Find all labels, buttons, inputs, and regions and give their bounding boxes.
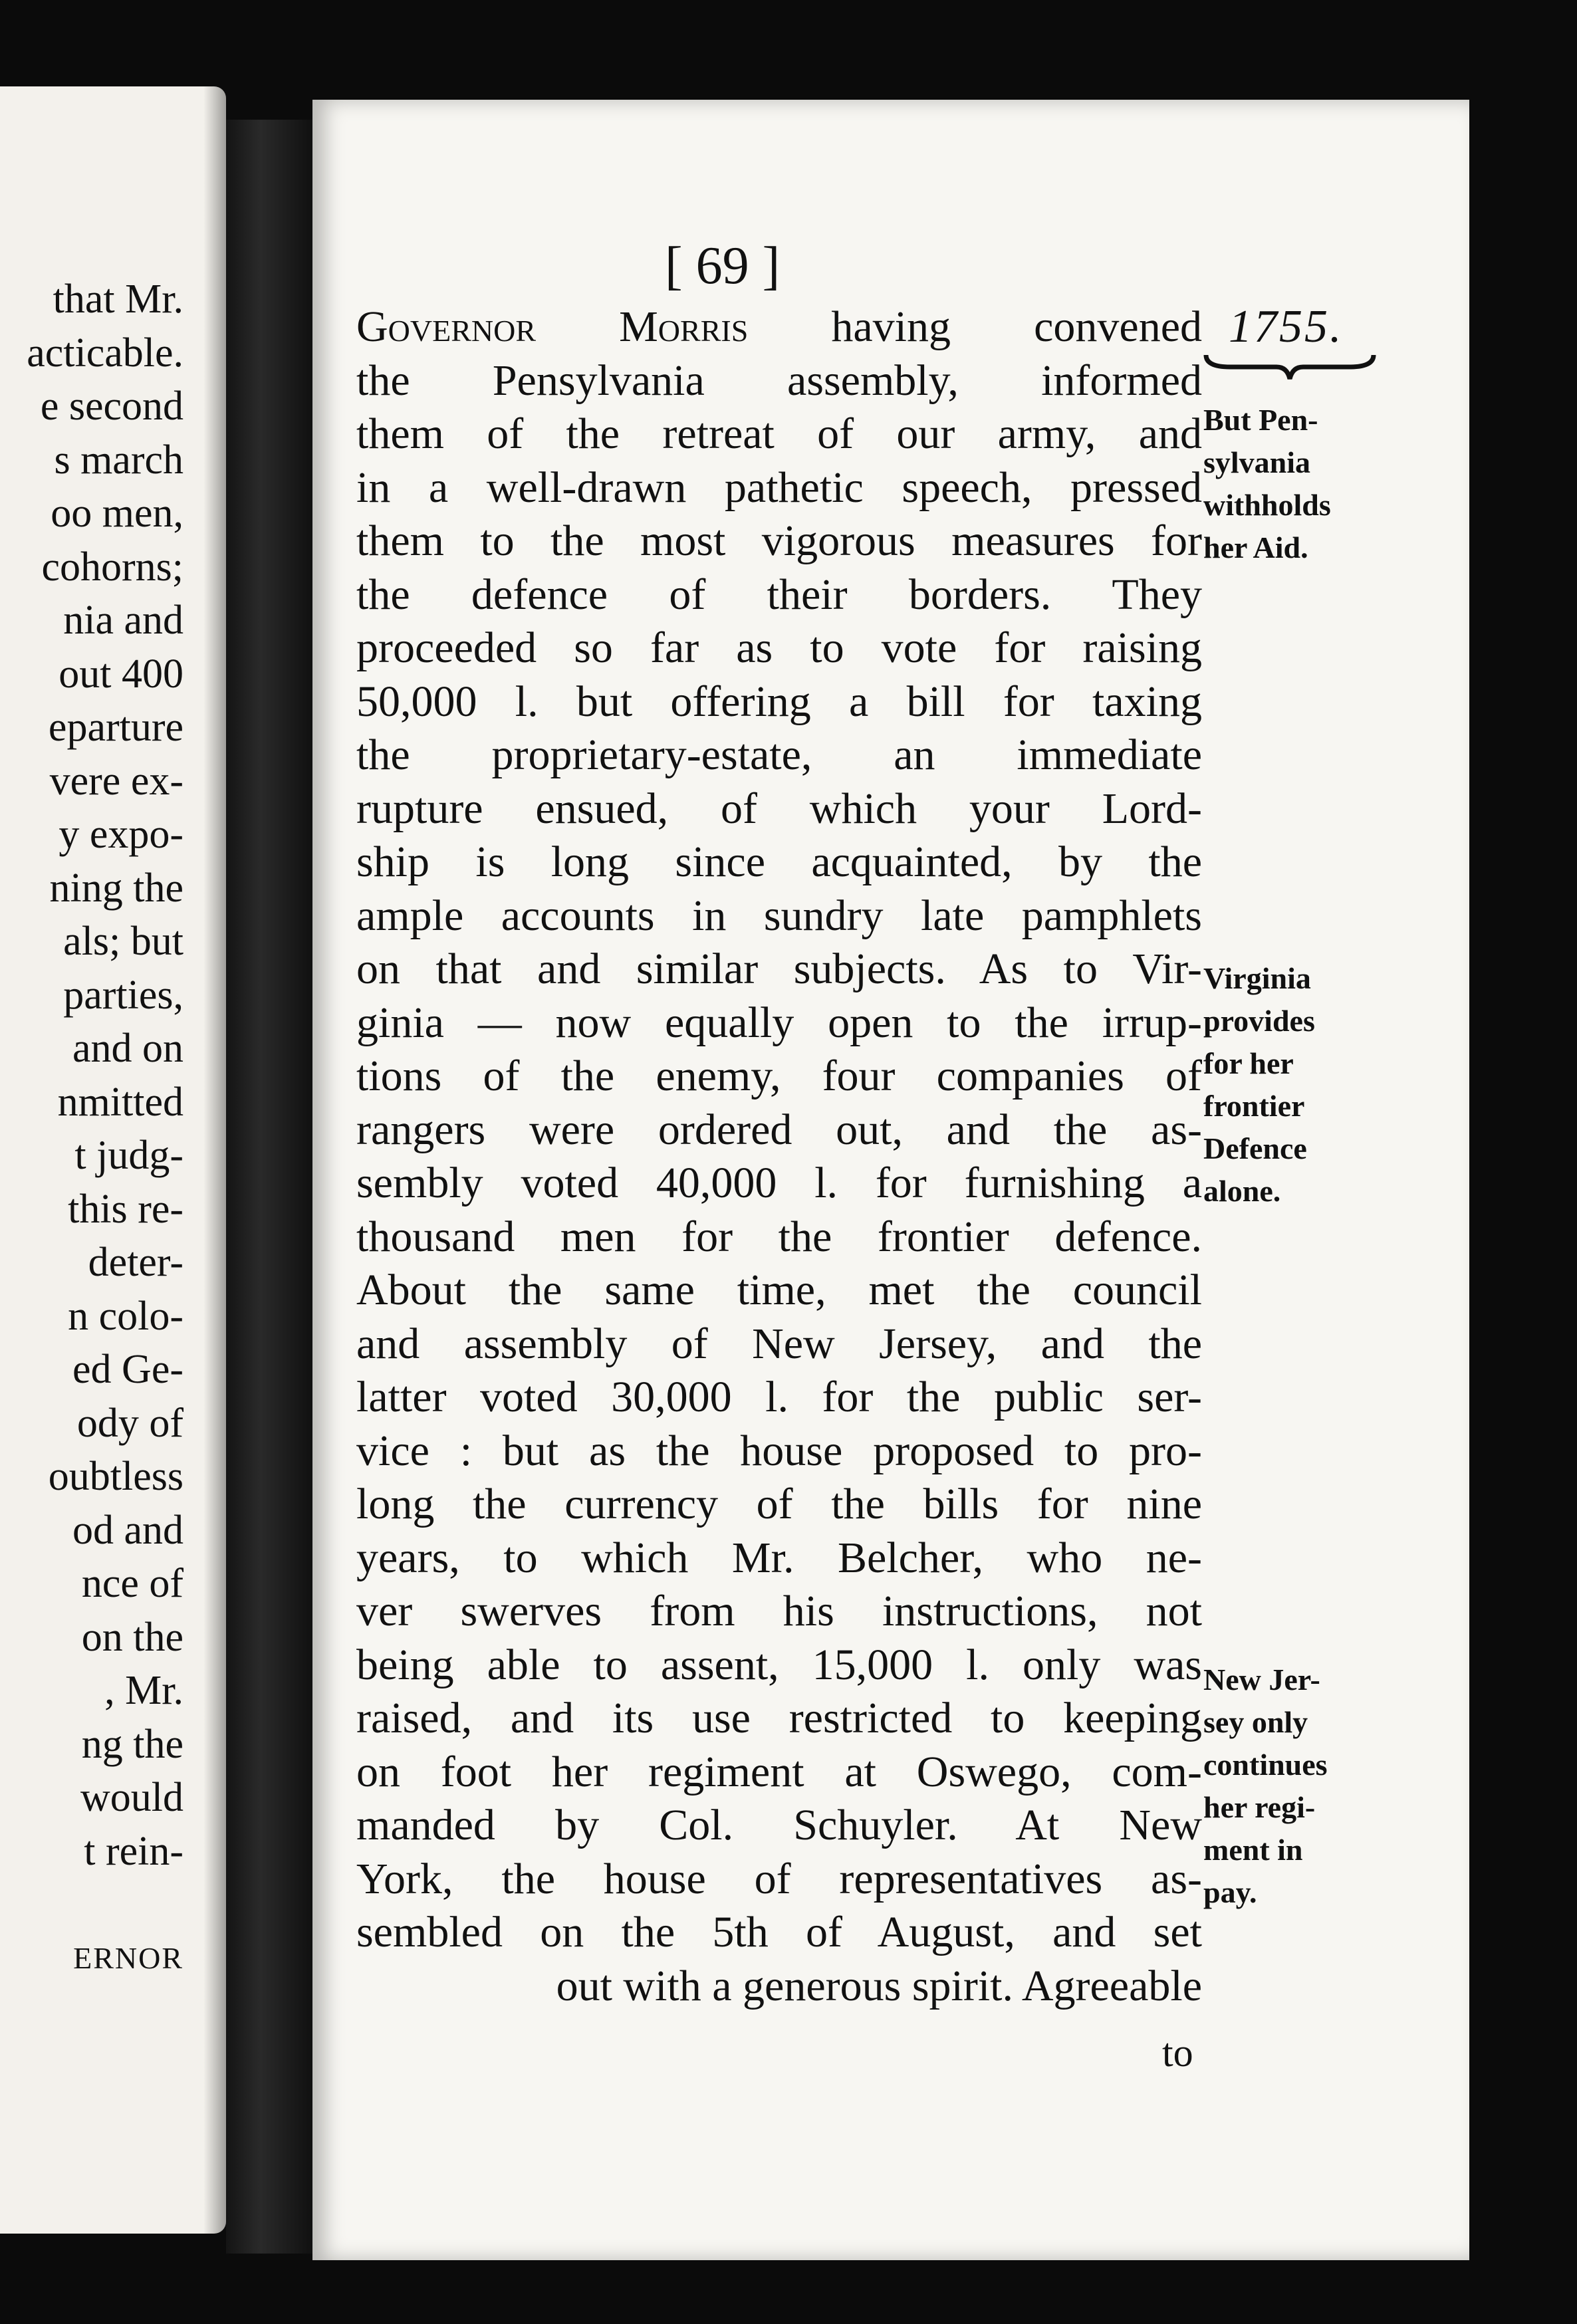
margin-note-pensylvania — [1203, 399, 1331, 569]
left-line: deter- — [88, 1240, 183, 1285]
text-line: tions of the enemy, four companies of — [356, 1052, 1202, 1100]
left-line: eparture — [48, 705, 183, 750]
left-page-text — [27, 273, 183, 1985]
note-line: ment in — [1203, 1833, 1303, 1867]
margin-note-new-jersey — [1203, 1659, 1328, 1914]
text-line: proceeded so far as to vote for raising — [356, 624, 1202, 672]
text-line: York, the house of representatives as- — [356, 1854, 1202, 1903]
governor-name: Governor Morris — [356, 302, 749, 351]
text-line: sembly voted 40,000 l. for furnishing a — [356, 1159, 1202, 1207]
left-line: cohorns; — [41, 544, 183, 590]
page-number-header: [ 69 ] — [665, 237, 781, 295]
text-span: having convened — [831, 302, 1202, 351]
text-line: thousand men for the frontier defence. — [356, 1212, 1202, 1261]
left-line: ning the — [49, 865, 183, 911]
text-line — [356, 300, 1202, 354]
margin-year: 1755. — [1229, 301, 1344, 352]
left-line: oo men, — [51, 491, 183, 536]
left-line: e second — [40, 384, 183, 429]
note-line: her regi- — [1203, 1790, 1316, 1824]
note-line: Virginia — [1203, 961, 1311, 995]
left-line: ng the — [81, 1721, 183, 1767]
curly-brace-icon — [1203, 351, 1376, 382]
book-spine — [226, 120, 312, 2254]
left-line: t rein- — [84, 1828, 183, 1874]
left-line: nmitted — [57, 1079, 183, 1125]
text-line: ginia — now equally open to the irrup- — [356, 998, 1202, 1047]
left-line: vere ex- — [49, 758, 183, 804]
left-line: oubtless — [48, 1454, 183, 1499]
text-line: the proprietary-estate, an immediate — [356, 731, 1202, 779]
left-line — [27, 1878, 183, 1932]
text-line: sembled on the 5th of August, and set — [356, 1908, 1202, 1956]
note-line: continues — [1203, 1748, 1328, 1782]
text-line: and assembly of New Jersey, and the — [356, 1319, 1202, 1368]
text-line: latter voted 30,000 l. for the public ser- — [356, 1373, 1202, 1421]
gutter-shadow — [203, 86, 226, 2234]
text-line: being able to assent, 15,000 l. only was — [356, 1640, 1202, 1689]
text-line: on foot her regiment at Oswego, com- — [356, 1747, 1202, 1796]
text-line: long the currency of the bills for nine — [356, 1480, 1202, 1528]
note-line: for her — [1203, 1046, 1294, 1080]
note-line: But Pen- — [1203, 403, 1318, 437]
text-line: ship is long since acquainted, by the — [356, 838, 1202, 886]
text-line: in a well-drawn pathetic speech, pressed — [356, 463, 1202, 512]
left-line: ody of — [76, 1400, 183, 1446]
text-line: out with a generous spirit. Agreeable — [556, 1961, 1202, 2010]
text-line: 50,000 l. but offering a bill for taxing — [356, 677, 1202, 726]
note-line: provides — [1203, 1004, 1315, 1038]
note-line: sylvania — [1203, 445, 1311, 479]
margin-note-virginia — [1203, 957, 1315, 1213]
text-line: raised, and its use restricted to keeping — [356, 1694, 1202, 1742]
left-line: ERNOR — [73, 1940, 183, 1975]
note-line: Defence — [1203, 1131, 1307, 1165]
left-line: , Mr. — [104, 1668, 183, 1713]
text-line: ample accounts in sundry late pamphlets — [356, 891, 1202, 940]
left-line: parties, — [63, 972, 183, 1018]
text-line: the defence of their borders. They — [356, 570, 1202, 619]
note-line: pay. — [1203, 1875, 1257, 1909]
left-line: t judg- — [74, 1133, 183, 1178]
note-line: alone. — [1203, 1174, 1281, 1208]
left-line: s march — [54, 437, 183, 483]
left-line: ed Ge- — [72, 1347, 183, 1392]
left-line: would — [80, 1775, 183, 1820]
left-line: that Mr. — [53, 277, 183, 322]
text-line: years, to which Mr. Belcher, who ne- — [356, 1533, 1202, 1582]
text-line: them to the most vigorous measures for — [356, 517, 1202, 565]
text-line: rangers were ordered out, and the as- — [356, 1105, 1202, 1154]
left-line: nce of — [81, 1561, 183, 1606]
note-line: New Jer- — [1203, 1663, 1320, 1696]
text-line: About the same time, met the council — [356, 1266, 1202, 1314]
note-line: withholds — [1203, 488, 1331, 522]
text-line: rupture ensued, of which your Lord- — [356, 784, 1202, 833]
left-line: on the — [81, 1614, 183, 1660]
left-line: nia and — [63, 598, 183, 643]
text-line: vice : but as the house proposed to pro- — [356, 1426, 1202, 1475]
text-line: manded by Col. Schuyler. At New — [356, 1801, 1202, 1849]
left-line: n colo- — [68, 1293, 183, 1339]
left-line: acticable. — [27, 330, 183, 376]
left-line: this re- — [68, 1186, 183, 1232]
note-line: her Aid. — [1203, 530, 1308, 564]
left-line: out 400 — [59, 651, 183, 697]
left-line: y expo- — [59, 812, 183, 857]
text-line: on that and similar subjects. As to Vir- — [356, 945, 1202, 993]
left-line: als; but — [63, 919, 183, 964]
note-line: sey only — [1203, 1705, 1308, 1739]
body-text — [356, 300, 1202, 2013]
catchword: to — [1162, 2031, 1193, 2075]
left-line: and on — [72, 1026, 183, 1071]
facing-left-page — [0, 86, 226, 2234]
text-line: the Pensylvania assembly, informed — [356, 356, 1202, 405]
note-line: frontier — [1203, 1089, 1305, 1123]
text-line: ver swerves from his instructions, not — [356, 1587, 1202, 1635]
text-line: them of the retreat of our army, and — [356, 409, 1202, 458]
left-line: od and — [72, 1507, 183, 1553]
